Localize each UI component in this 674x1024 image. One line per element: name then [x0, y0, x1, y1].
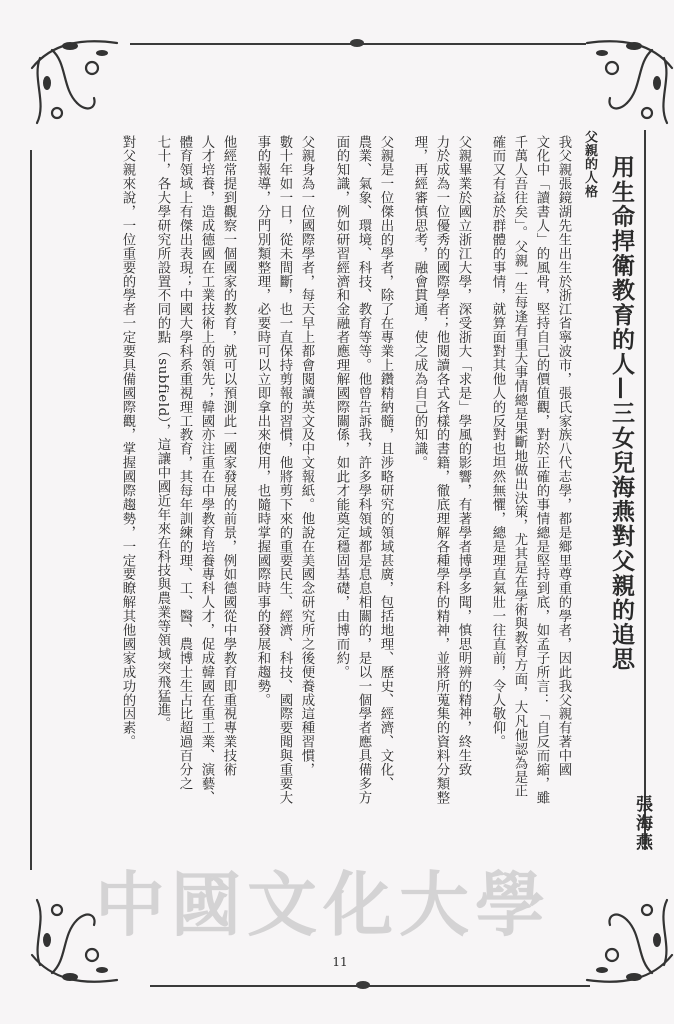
text-column: 事的報導，分門別類整理，必要時可以立即拿出來使用，也隨時掌握國際時事的發展和趨勢。 [255, 135, 270, 707]
text-column: 父親是一位傑出的學者，除了在專業上鑽精納髓，且涉略研究的領域甚廣，包括地理、歷史、經濟、文化、 [378, 135, 393, 791]
text-column: 人才培養，造成德國在工業技術上的領先；韓國亦注重在中學教育培養專科人才，促成韓國在重工業、演藝、 [199, 135, 214, 805]
text-column: 我父親張鏡湖先生出生於浙江省寧波市，張氏家族八代志學，都是鄉里尊重的學者，因此我父親有著中國 [556, 135, 571, 777]
text-column: 體育領域上有傑出表現；中國大學科系重視理工教育，其每年訓練的理、工、醫、農博士生占比超過百分之 [177, 135, 192, 791]
text-column: 對父親來說，一位重要的學者一定要具備國際觀，掌握國際趨勢，一定要瞭解其他國家成功的因素。 [120, 135, 135, 749]
text-column: 父親畢業於國立浙江大學，深受浙大「求是」學風的影響，有著學者博學多聞，慎思明辨的精神，終生致 [456, 135, 471, 777]
top-ornament-dot [350, 39, 364, 47]
text-column: 他經常提到觀察一個國家的教育，就可以預測此一國家發展的前景，例如德國從中學教育即重視專業技術 [221, 135, 236, 777]
text-column: 七十，各大學研究所設置不同的點（subfield），這讓中國近年來在科技與農業等領域突飛猛進。 [155, 135, 170, 731]
right-border-rule [644, 130, 646, 850]
text-column: 力於成為一位優秀的國際學者；他閱讀各式各樣的書籍，徹底理解各種學科的精神，並將所蒐集的資料分類整 [434, 135, 449, 805]
author-name: 張海燕 [632, 795, 652, 852]
page-number: 11 [332, 955, 348, 969]
bottom-ornament-dot [356, 981, 370, 989]
bottom-border-rule [150, 985, 590, 987]
text-column: 千萬人吾往矣」。父親一生每逢有重大事情總是果斷地做出決策，尤其是在學術與教育方面，大凡他認為是正 [512, 135, 527, 798]
section-heading: 父親的人格 [582, 130, 597, 198]
text-column: 農業、氣象、環境、科技、教育等等。他曾告訴我，許多學科領域都是息息相關的，是以一個學者應具備多方 [356, 135, 371, 805]
watermark: 中國文化大學 [95, 864, 551, 946]
top-right-flourish-icon [582, 28, 674, 128]
text-column: 父親身為一位國際學者，每天早上都會閱讀英文及中文報紙。他說在美國念研究所之後便養成這種習慣， [299, 135, 314, 777]
left-border-rule [30, 150, 32, 870]
text-column: 面的知識，例如研習經濟和金融者應理解國際關係，如此才能奠定穩固基礎，由博而約。 [334, 135, 349, 680]
text-column: 理，再經審慎思考，融會貫通，使之成為自己的知識。 [412, 135, 427, 470]
text-column: 確而又有益於群體的事情，就算面對其他人的反對也坦然無懼，總是理直氣壯一往直前，令人敬仰。 [490, 135, 505, 749]
text-column: 文化中「讀書人」的風骨，堅持自己的價值觀，對於正確的事情總是堅持到底，如孟子所言：「自反而縮，雖 [534, 135, 549, 805]
article-title: 用生命捍衛教育的人—三女兒海燕對父親的追思 [608, 155, 634, 672]
text-column: 數十年如一日，從未間斷，也一直保持剪報的習慣，他將剪下來的重要民生、經濟、科技、國際要聞與重要大 [277, 135, 292, 805]
top-left-flourish-icon [22, 28, 122, 128]
